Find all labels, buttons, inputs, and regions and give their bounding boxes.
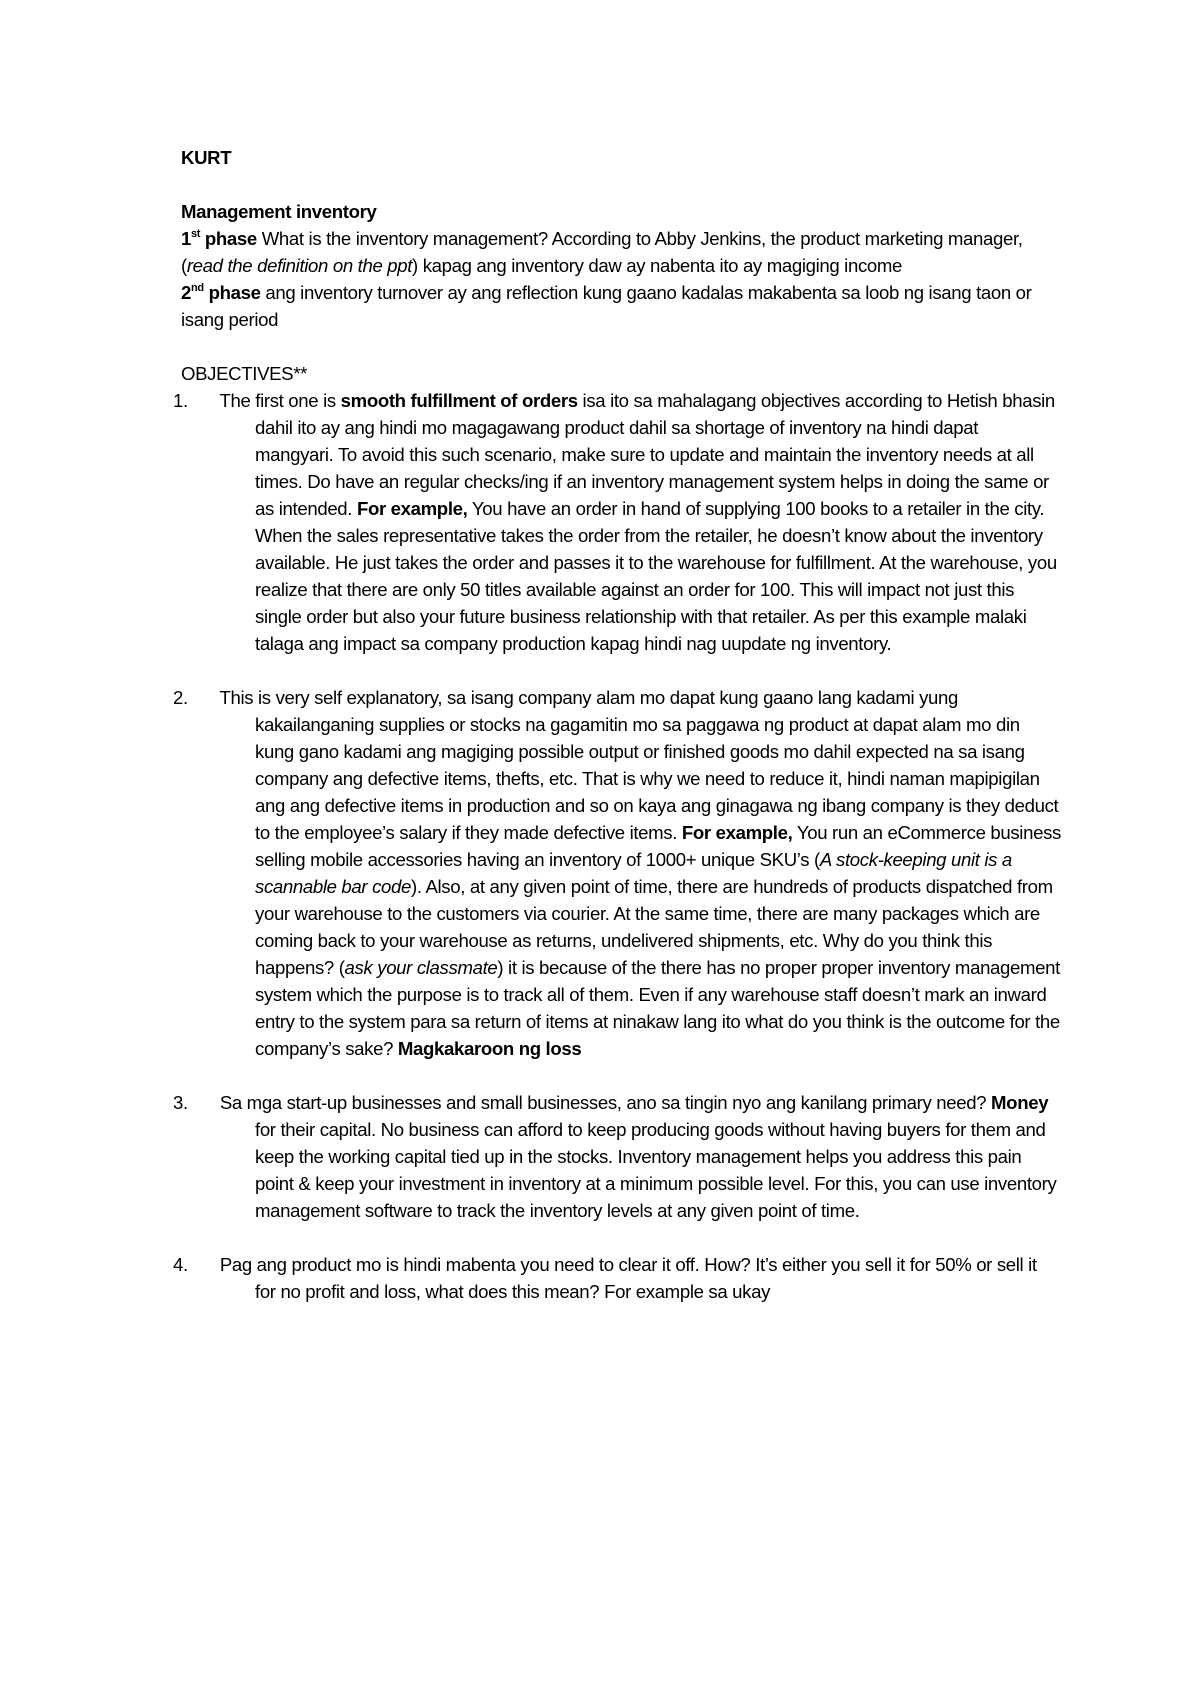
objective-item-2: 2. This is very self explanatory, sa isang company alam mo dapat kung gaano lang kadami yung kakailanganing supplies or stocks na gagamitin mo sa paggawa ng product at dapat alam mo din kung gano kadami ang magiging possible output or finished goods mo dahil expected na sa isang company ang defective items, thefts, etc. That is why we need to reduce it, hindi naman mapipigilan ang ang defective items in production and so on kaya ang ginagawa ng ibang company is they deduct to the employee’s salary if they made defective items. For example, You run an eCommerce business selling mobile accessories having an inventory of 1000+ unique SKU’s (A stock-keeping unit is a scannable bar code). Also, at any given point of time, there are hundreds of products dispatched from your warehouse to the customers via courier. At the same time, there are many packages which are coming back to your warehouse as returns, undelivered shipments, etc. Why do you think this happens? (ask your classmate) it is because of the there has no proper proper inventory management system which the purpose is to track all of them. Even if any warehouse staff doesn’t mark an inward entry to the system para sa return of items at ninakaw lang ito what do you think is the outcome for the company’s sake? Magkakaroon ng loss [173,687,1061,1059]
objective-item-3: 3. Sa mga start-up businesses and small businesses, ano sa tingin nyo ang kanilang primary need? Money for their capital. No business can afford to keep producing goods without having buyers for them and keep the working capital tied up in the stocks. Inventory management helps you address this pain point & keep your investment in inventory at a minimum possible level. For this, you can use inventory management software to track the inventory levels at any given point of time. [173,1092,1057,1221]
phase-1-number: 1st [181,228,201,249]
phase-1-label: phase [200,228,257,249]
objective-item-4: 4. Pag ang product mo is hindi mabenta you need to clear it off. How? It’s either you sell it for 50% or sell it for no profit and loss, what does this mean? For example sa ukay [173,1254,1037,1302]
list-spacer [181,1224,1061,1251]
author-name: KURT [181,147,232,168]
document-title: Management inventory [181,201,377,222]
phase-2-number: 2nd [181,282,204,303]
document-body [173,144,1061,1305]
phase-1-paragraph: 1st phase What is the inventory management? According to Abby Jenkins, the product marketing manager, (read the definition on the ppt) kapag ang inventory daw ay nabenta ito ay magiging income [181,228,1023,276]
list-spacer [181,657,1061,684]
phase-2-paragraph: 2nd phase ang inventory turnover ay ang reflection kung gaano kadalas makabenta sa loob ng isang taon or isang period [181,282,1032,330]
objectives-heading: OBJECTIVES** [181,363,307,384]
objective-item-1: 1. The first one is smooth fulfillment of orders isa ito sa mahalagang objectives according to Hetish bhasin dahil ito ay ang hindi mo magagawang product dahil sa shortage of inventory na hindi dapat mangyari. To avoid this such scenario, make sure to update and maintain the inventory needs at all times. Do have an regular checks/ing if an inventory management system helps in doing the same or as intended. For example, You have an order in hand of supplying 100 books to a retailer in the city. When the sales representative takes the order from the retailer, he doesn’t know about the inventory available. He just takes the order and passes it to the warehouse for fulfillment. At the warehouse, you realize that there are only 50 titles available against an order for 100. This will impact not just this single order but also your future business relationship with that retailer. As per this example malaki talaga ang impact sa company production kapag hindi nag uupdate ng inventory. [173,390,1057,654]
phase-1-italic-note: read the definition on the ppt [186,255,413,276]
list-spacer [181,1062,1061,1089]
objectives-list [173,387,1061,1305]
phase-2-label: phase [203,282,261,303]
